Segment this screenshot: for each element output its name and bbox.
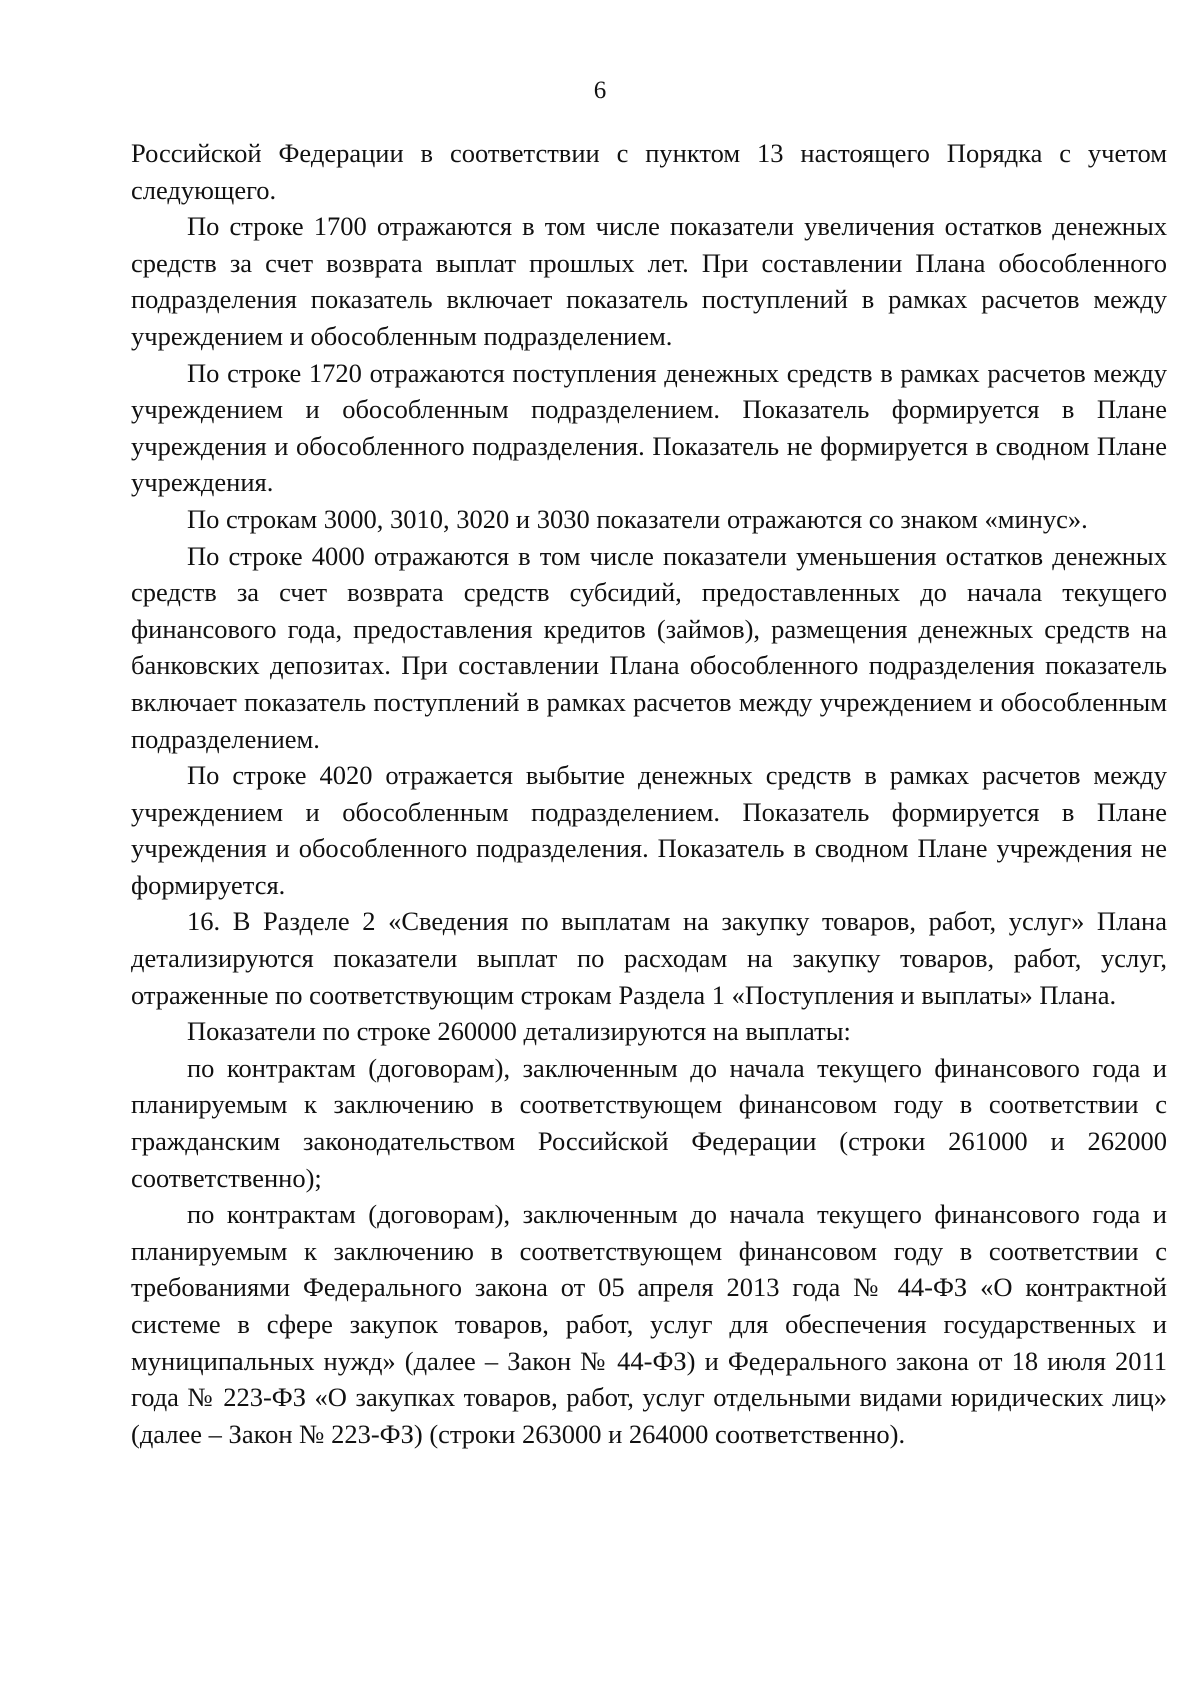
paragraph: По строкам 3000, 3010, 3020 и 3030 показатели отражаются со знаком «минус». — [187, 503, 1088, 534]
document-body — [131, 135, 1167, 1452]
paragraph: По строке 4000 отражаются в том числе показатели уменьшения остатков денежных средств за счет возврата средств субсидий, предоставленных до начала текущего финансового года, предоставления кредитов (займов), размещения денежных средств на банковских депозитах. При составлении Плана обособленного подразделения показатель включает показатель поступлений в рамках расчетов между учреждением и обособленным подразделением. — [131, 540, 1167, 754]
paragraph: По строке 1720 отражаются поступления денежных средств в рамках расчетов между учреждением и обособленным подразделением. Показатель формируется в Плане учреждения и обособленного подразделения. Показатель не формируется в сводном Плане учреждения. — [131, 357, 1167, 498]
paragraph: по контрактам (договорам), заключенным до начала текущего финансового года и планируемым к заключению в соответствующем финансовом году в соответствии с требованиями Федерального закона от 05 апреля 2013 года № 44-ФЗ «О контрактной системе в сфере закупок товаров, работ, услуг для обеспечения государственных и муниципальных нужд» (далее – Закон № 44-ФЗ) и Федерального закона от 18 июля 2011 года № 223-ФЗ «О закупках товаров, работ, услуг отдельными видами юридических лиц» (далее – Закон № 223-ФЗ) (строки 263000 и 264000 соответственно). — [131, 1199, 1167, 1449]
paragraph: По строке 1700 отражаются в том числе показатели увеличения остатков денежных средств за счет возврата выплат прошлых лет. При составлении Плана обособленного подразделения показатель включает показатель поступлений в рамках расчетов между учреждением и обособленным подразделением. — [131, 211, 1167, 351]
paragraph: По строке 4020 отражается выбытие денежных средств в рамках расчетов между учреждением и обособленным подразделением. Показатель формируется в Плане учреждения и обособленного подразделения. Показатель в сводном Плане учреждения не формируется. — [131, 760, 1167, 900]
paragraph: 16. В Разделе 2 «Сведения по выплатам на закупку товаров, работ, услуг» Плана детализируются показатели выплат по расходам на закупку товаров, работ, услуг, отраженные по соответствующим строкам Раздела 1 «Поступления и выплаты» Плана. — [131, 906, 1167, 1010]
paragraph: по контрактам (договорам), заключенным до начала текущего финансового года и планируемым к заключению в соответствующем финансовом году в соответствии с гражданским законодательством Российской Федерации (строки 261000 и 262000 соответственно); — [131, 1052, 1167, 1193]
page-number: 6 — [593, 77, 607, 104]
paragraph: Российской Федерации в соответствии с пунктом 13 настоящего Порядка с учетом следующего. — [131, 138, 1167, 205]
paragraph: Показатели по строке 260000 детализируются на выплаты: — [187, 1016, 851, 1047]
